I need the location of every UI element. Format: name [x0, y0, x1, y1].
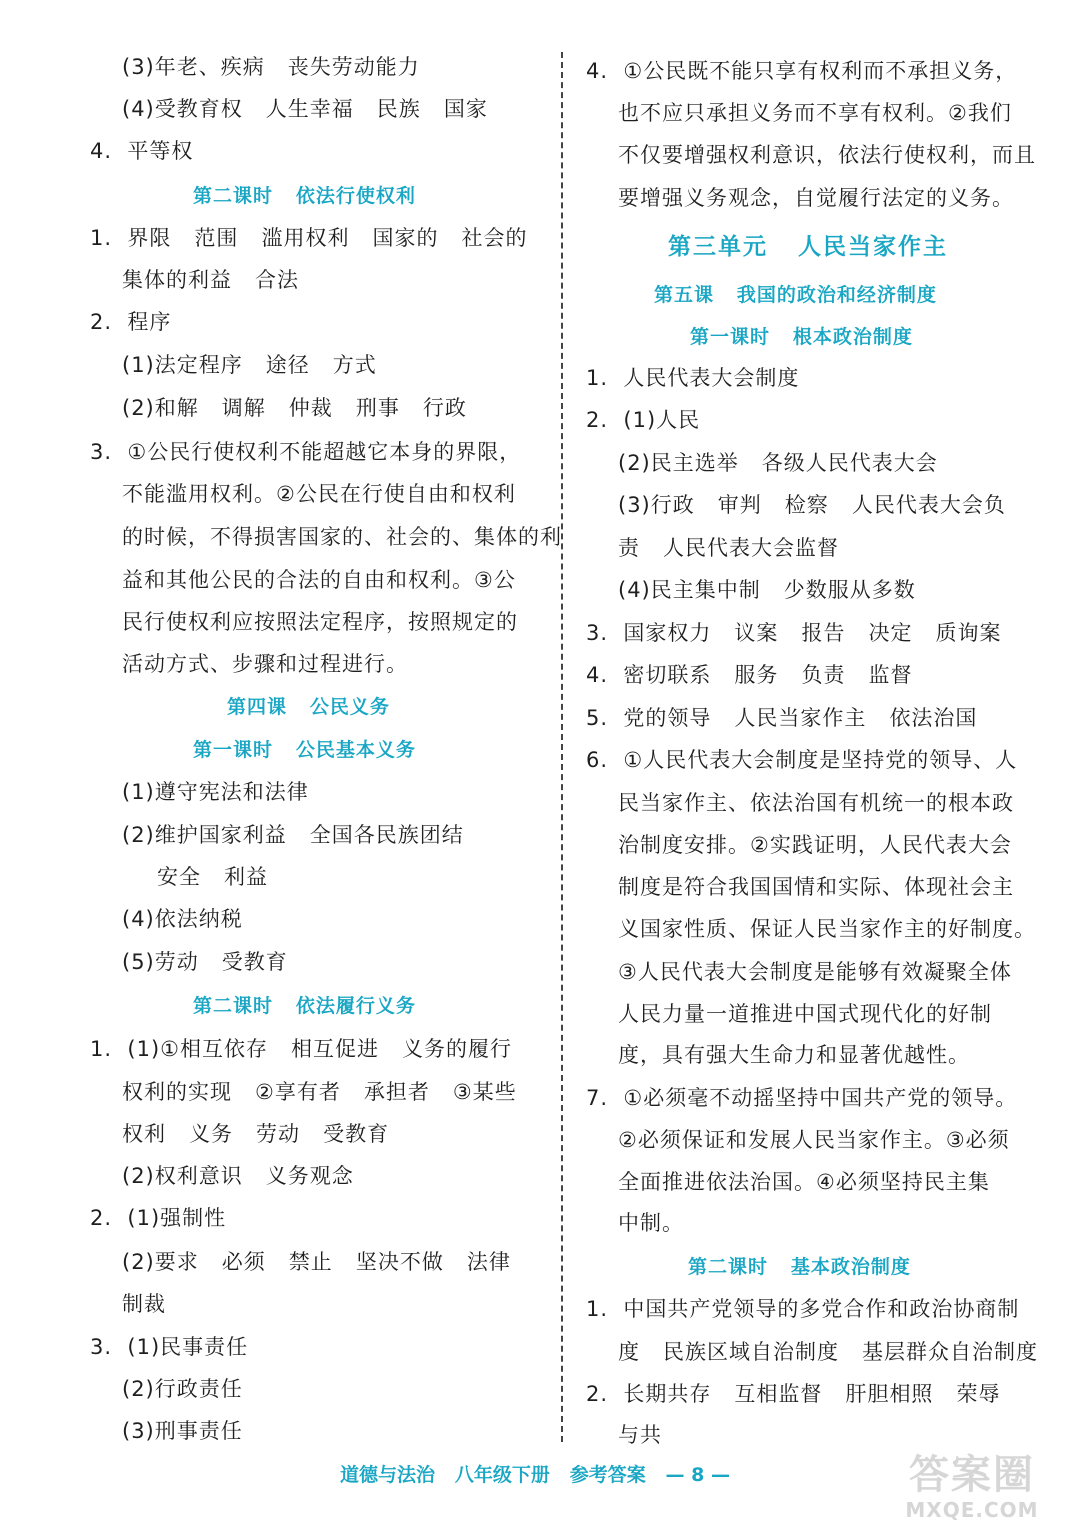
answer-line: (2)行政责任	[122, 1377, 243, 1401]
answer-line: ②必须保证和发展人民当家作主。③必须	[618, 1128, 1010, 1152]
answer-line: (2)权利意识 义务观念	[122, 1164, 354, 1188]
answer-line: 3. 国家权力 议案 报告 决定 质询案	[586, 621, 1002, 645]
lesson-heading: 第五课 我国的政治和经济制度	[654, 284, 937, 306]
answer-line: 1. (1)①相互依存 相互促进 义务的履行	[90, 1037, 513, 1061]
answer-line: 制度是符合我国国情和实际、体现社会主	[618, 875, 1014, 899]
answer-line: 度 民族区域自治制度 基层群众自治制度	[618, 1340, 1039, 1364]
answer-line: 集体的利益 合法	[122, 268, 300, 292]
lesson-heading: 第四课 公民义务	[227, 696, 390, 718]
answer-line: ③人民代表大会制度是能够有效凝聚全体	[618, 960, 1012, 984]
answer-line: 7. ①必须毫不动摇坚持中国共产党的领导。	[586, 1086, 1018, 1110]
answer-line: 要增强义务观念，自觉履行法定的义务。	[618, 186, 1014, 210]
answer-line: (3)年老、疾病 丧失劳动能力	[122, 55, 420, 79]
answer-line: (4)民主集中制 少数服从多数	[618, 578, 916, 602]
answer-line: 人民力量一道推进中国式现代化的好制	[618, 1002, 992, 1026]
page-footer: 道德与法治 八年级下册 参考答案 — 8 —	[340, 1464, 730, 1486]
answer-line: 1. 人民代表大会制度	[586, 366, 800, 390]
answer-line: (3)行政 审判 检察 人民代表大会负	[618, 493, 1006, 517]
answer-line: (2)维护国家利益 全国各民族团结	[122, 823, 464, 847]
answer-line: (2)要求 必须 禁止 坚决不做 法律	[122, 1250, 511, 1274]
lesson-heading: 第二课时 基本政治制度	[688, 1256, 911, 1278]
answer-line: 5. 党的领导 人民当家作主 依法治国	[586, 706, 978, 730]
answer-line: 的时候，不得损害国家的、社会的、集体的利	[122, 525, 562, 549]
answer-line: 度，具有强大生命力和显著优越性。	[618, 1043, 970, 1067]
answer-line: 治制度安排。②实践证明，人民代表大会	[618, 833, 1012, 857]
answer-line: (1)遵守宪法和法律	[122, 780, 309, 804]
answer-line: 2. 长期共存 互相监督 肝胆相照 荣辱	[586, 1382, 1001, 1406]
answer-line: 义国家性质、保证人民当家作主的好制度。	[618, 917, 1036, 941]
watermark-text: 答案圈	[909, 1452, 1035, 1498]
answer-line: (3)刑事责任	[122, 1419, 243, 1443]
answer-line: 中制。	[618, 1211, 684, 1235]
answer-line: 不仅要增强权利意识，依法行使权利，而且	[618, 143, 1036, 167]
lesson-heading: 第一课时 公民基本义务	[193, 739, 416, 761]
answer-line: (4)依法纳税	[122, 907, 243, 931]
answer-line: (2)民主选举 各级人民代表大会	[618, 451, 938, 475]
answer-line: 益和其他公民的合法的自由和权利。③公	[122, 568, 516, 592]
answer-line: 2. (1)人民	[586, 408, 701, 432]
lesson-heading: 第二课时 依法行使权利	[193, 185, 416, 207]
answer-line: 1. 中国共产党领导的多党合作和政治协商制	[586, 1297, 1020, 1321]
column-divider	[561, 52, 563, 1442]
answer-line: 制裁	[122, 1292, 166, 1316]
lesson-heading: 第一课时 根本政治制度	[690, 326, 913, 348]
answer-line: (4)受教育权 人生幸福 民族 国家	[122, 97, 488, 121]
answer-line: 3. (1)民事责任	[90, 1335, 249, 1359]
answer-line: (1)法定程序 途径 方式	[122, 353, 377, 377]
answer-line: 不能滥用权利。②公民在行使自由和权利	[122, 482, 516, 506]
answer-line: 6. ①人民代表大会制度是坚持党的领导、人	[586, 748, 1018, 772]
answer-line: (5)劳动 受教育	[122, 950, 288, 974]
answer-line: (2)和解 调解 仲裁 刑事 行政	[122, 396, 467, 420]
answer-line: 民当家作主、依法治国有机统一的根本政	[618, 791, 1014, 815]
watermark-url: MXQE.COM	[905, 1498, 1039, 1522]
answer-line: 1. 界限 范围 滥用权利 国家的 社会的	[90, 226, 528, 250]
answer-line: 也不应只承担义务而不享有权利。②我们	[618, 101, 1012, 125]
lesson-heading: 第二课时 依法履行义务	[193, 995, 416, 1017]
answer-line: 4. 密切联系 服务 负责 监督	[586, 663, 913, 687]
answer-line: 与共	[618, 1423, 662, 1447]
answer-line: 民行使权利应按照法定程序，按照规定的	[122, 610, 518, 634]
answer-line: 权利的实现 ②享有者 承担者 ③某些	[122, 1080, 517, 1104]
answer-line: 权利 义务 劳动 受教育	[122, 1122, 390, 1146]
answer-line: 全面推进依法治国。④必须坚持民主集	[618, 1170, 990, 1194]
answer-line: 4. ①公民既不能只享有权利而不承担义务，	[586, 59, 1018, 83]
watermark-logo	[892, 1452, 1052, 1532]
answer-line: 活动方式、步骤和过程进行。	[122, 652, 408, 676]
answer-line: 责 人民代表大会监督	[618, 536, 840, 560]
answer-line: 2. 程序	[90, 310, 172, 334]
answer-line: 3. ①公民行使权利不能超越它本身的界限，	[90, 440, 522, 464]
answer-line: 安全 利益	[157, 865, 269, 889]
answer-line: 4. 平等权	[90, 139, 194, 163]
answer-line: 2. (1)强制性	[90, 1206, 227, 1230]
unit-heading: 第三单元 人民当家作主	[668, 234, 949, 260]
